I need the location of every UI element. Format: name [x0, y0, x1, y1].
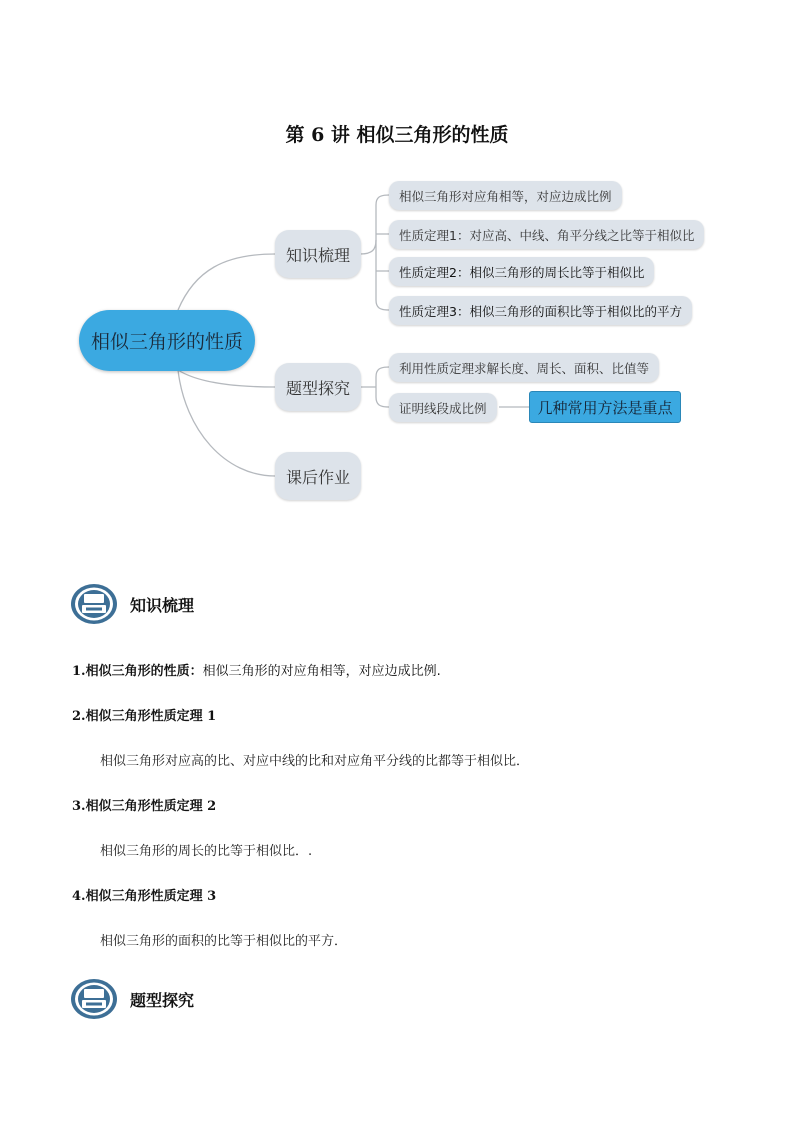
item-heading: 4.相似三角形性质定理 3 [72, 889, 217, 904]
mindmap-callout: 几种常用方法是重点 [529, 391, 681, 423]
mindmap-root: 相似三角形的性质 [79, 310, 255, 371]
mindmap-branch-question-types: 题型探究 [275, 363, 361, 411]
knowledge-item-1 [72, 660, 441, 679]
mindmap-leaf: 性质定理3：相似三角形的面积比等于相似比的平方 [389, 296, 692, 325]
section-title: 题型探究 [130, 990, 195, 1010]
mindmap-leaf: 性质定理1：对应高、中线、角平分线之比等于相似比 [389, 220, 704, 249]
item-text: 相似三角形的对应角相等，对应边成比例. [202, 664, 441, 679]
knowledge-item-4 [72, 885, 216, 904]
item-heading: 3.相似三角形性质定理 2 [72, 799, 217, 814]
page-title: 第 6 讲 相似三角形的性质 [285, 124, 509, 146]
item-body: 相似三角形的周长的比等于相似比．. [100, 844, 313, 859]
section-header-question-types [70, 978, 194, 1020]
section-title: 知识梳理 [130, 595, 195, 615]
mindmap-branch-homework: 课后作业 [275, 452, 361, 500]
item-body: 相似三角形对应高的比、对应中线的比和对应角平分线的比都等于相似比． [100, 754, 530, 769]
mindmap-leaf: 性质定理2：相似三角形的周长比等于相似比 [389, 257, 654, 286]
knowledge-item-3 [72, 795, 216, 814]
mindmap-leaf: 证明线段成比例 [389, 393, 497, 422]
item-body: 相似三角形的面积的比等于相似比的平方． [100, 934, 348, 949]
drawer-icon [70, 978, 118, 1020]
knowledge-item-2 [72, 705, 216, 724]
item-heading: 2.相似三角形性质定理 1 [72, 709, 217, 724]
item-heading: 1.相似三角形的性质： [72, 664, 203, 679]
section-header-knowledge [70, 583, 194, 625]
mindmap-leaf: 利用性质定理求解长度、周长、面积、比值等 [389, 353, 659, 382]
mindmap-leaf: 相似三角形对应角相等，对应边成比例 [389, 181, 622, 210]
mindmap-branch-knowledge: 知识梳理 [275, 230, 361, 278]
drawer-icon [70, 583, 118, 625]
